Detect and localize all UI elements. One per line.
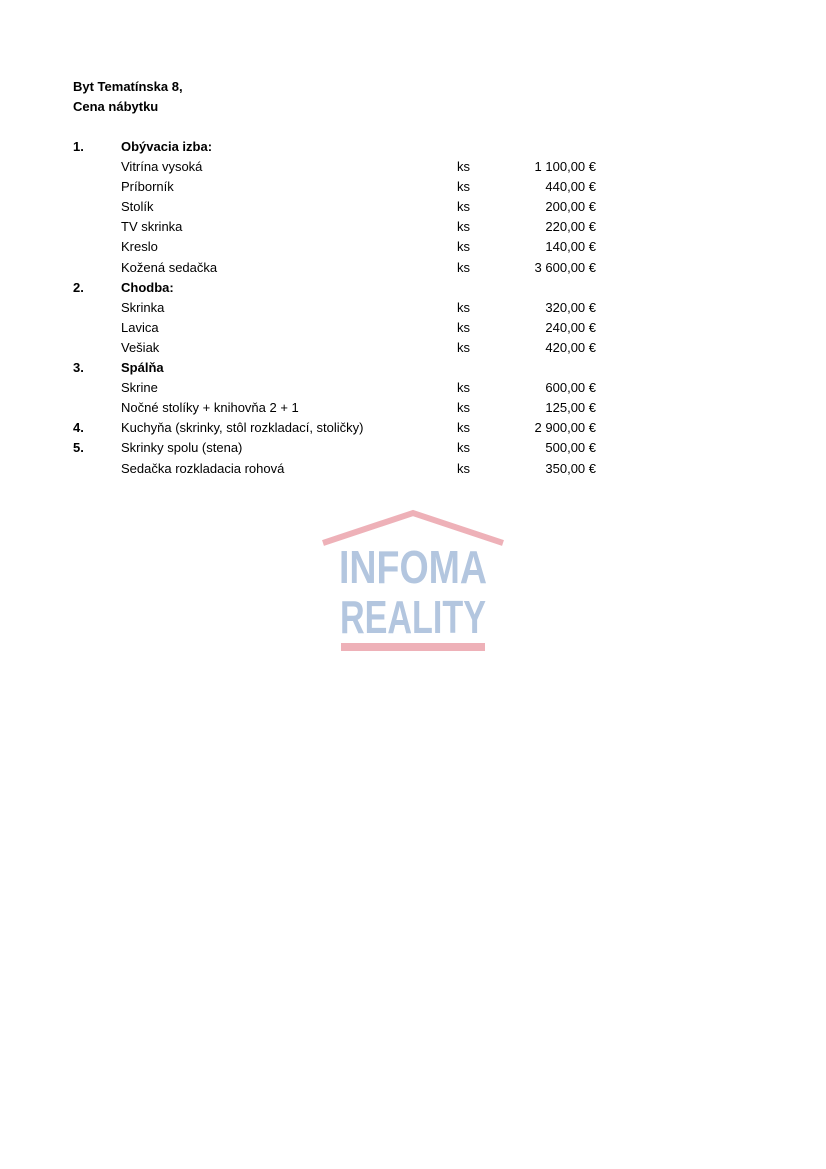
header-subtitle: Cena nábytku	[73, 99, 159, 114]
item-row	[0, 338, 826, 358]
item-unit: ks	[457, 440, 470, 456]
item-price: 240,00 €	[545, 319, 596, 335]
row-number: 4.	[73, 420, 84, 436]
item-name: Kožená sedačka	[121, 259, 218, 275]
item-row	[0, 459, 826, 479]
section-row	[0, 137, 826, 157]
row-number: 2.	[73, 279, 84, 295]
row-number: 3.	[73, 360, 84, 376]
section-title: Spálňa	[121, 360, 164, 376]
item-name: Kuchyňa (skrinky, stôl rozkladací, stoličky)	[121, 420, 364, 436]
logo-text-line1: INFOMA	[339, 541, 487, 593]
item-name: Skrine	[121, 380, 158, 396]
item-name: Príborník	[121, 179, 174, 195]
item-row	[0, 177, 826, 197]
item-price: 2 900,00 €	[534, 420, 596, 436]
base-bar	[341, 643, 485, 651]
item-name: Stolík	[121, 199, 154, 215]
item-unit: ks	[457, 239, 470, 255]
item-name: Vitrína vysoká	[121, 159, 203, 175]
item-row	[0, 418, 826, 438]
item-unit: ks	[457, 159, 470, 175]
item-price: 420,00 €	[545, 339, 596, 355]
item-price: 1 100,00 €	[534, 159, 596, 175]
item-price: 440,00 €	[545, 179, 596, 195]
item-price: 500,00 €	[545, 440, 596, 456]
section-row	[0, 358, 826, 378]
roof-shape	[323, 513, 503, 543]
item-unit: ks	[457, 219, 470, 235]
item-row	[0, 318, 826, 338]
logo-graphic	[320, 507, 506, 655]
infoma-reality-logo	[320, 507, 506, 655]
item-row	[0, 298, 826, 318]
item-unit: ks	[457, 319, 470, 335]
item-unit: ks	[457, 400, 470, 416]
item-row	[0, 378, 826, 398]
item-name: Sedačka rozkladacia rohová	[121, 460, 285, 476]
furniture-price-list	[0, 137, 826, 479]
row-number: 5.	[73, 440, 84, 456]
section-title: Obývacia izba:	[121, 139, 213, 154]
item-price: 200,00 €	[545, 199, 596, 215]
item-unit: ks	[457, 179, 470, 195]
section-row	[0, 278, 826, 298]
item-price: 320,00 €	[545, 299, 596, 315]
item-name: Vešiak	[121, 339, 160, 355]
item-unit: ks	[457, 380, 470, 396]
item-unit: ks	[457, 199, 470, 215]
item-row	[0, 197, 826, 217]
item-unit: ks	[457, 420, 470, 436]
logo-text-line2: REALITY	[340, 591, 486, 643]
item-price: 3 600,00 €	[534, 259, 596, 275]
document-header	[73, 77, 183, 117]
item-unit: ks	[457, 299, 470, 315]
item-name: TV skrinka	[121, 219, 183, 235]
item-name: Skrinky spolu (stena)	[121, 440, 243, 456]
section-title: Chodba:	[121, 279, 174, 295]
item-row	[0, 398, 826, 418]
item-row	[0, 438, 826, 458]
item-unit: ks	[457, 259, 470, 275]
item-name: Nočné stolíky + knihovňa 2 + 1	[121, 400, 299, 416]
row-number: 1.	[73, 139, 84, 154]
item-name: Kreslo	[121, 239, 158, 255]
item-row	[0, 237, 826, 257]
item-price: 350,00 €	[545, 460, 596, 476]
item-unit: ks	[457, 460, 470, 476]
item-row	[0, 217, 826, 237]
header-address: Byt Tematínska 8,	[73, 79, 183, 94]
item-price: 600,00 €	[545, 380, 596, 396]
item-unit: ks	[457, 339, 470, 355]
item-row	[0, 258, 826, 278]
item-price: 125,00 €	[545, 400, 596, 416]
item-row	[0, 157, 826, 177]
item-price: 220,00 €	[545, 219, 596, 235]
item-price: 140,00 €	[545, 239, 596, 255]
item-name: Skrinka	[121, 299, 165, 315]
item-name: Lavica	[121, 319, 159, 335]
